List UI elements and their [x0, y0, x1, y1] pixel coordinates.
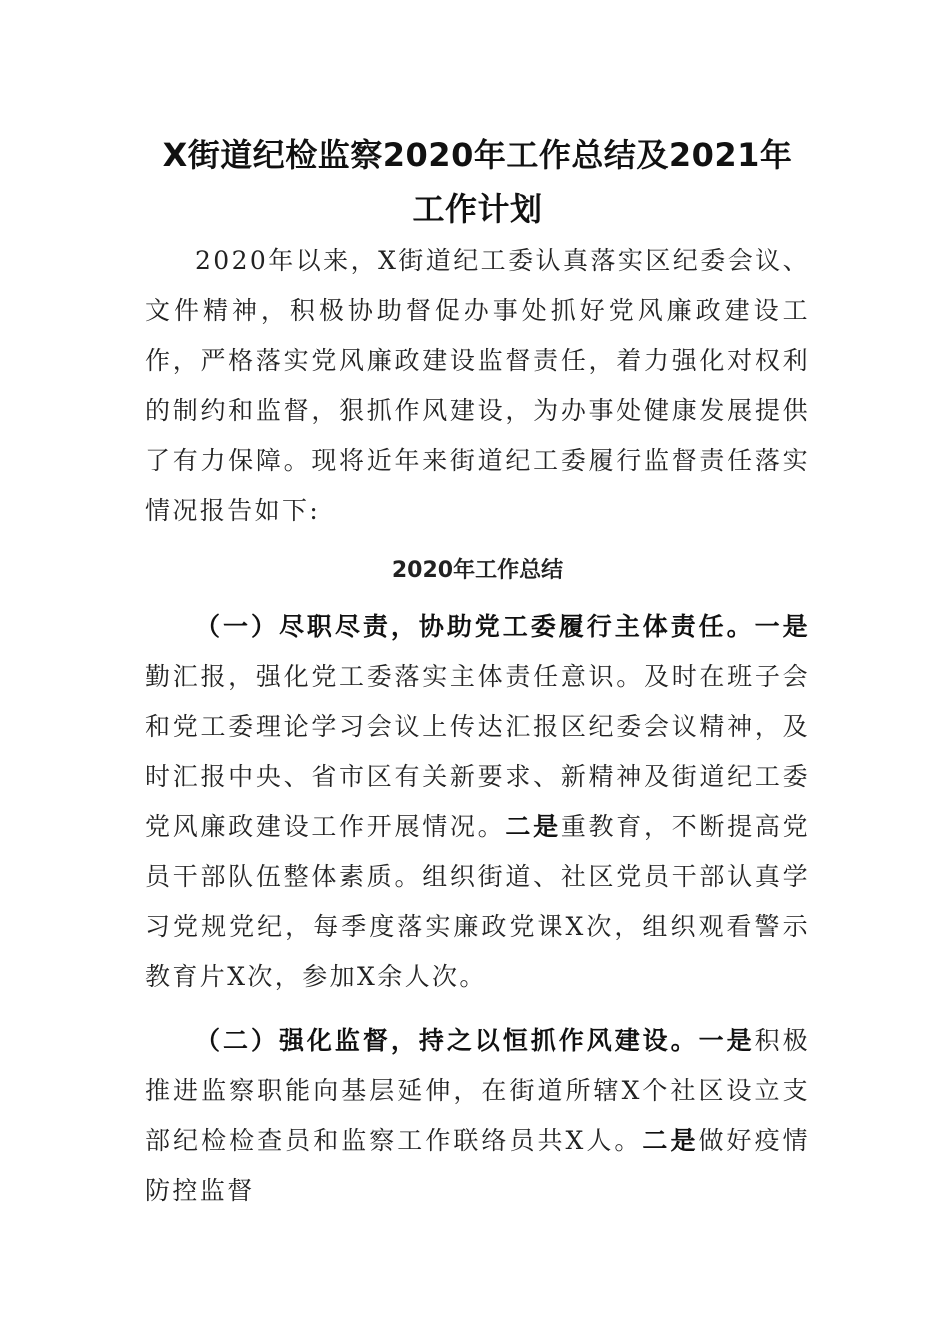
paragraph-1	[145, 602, 810, 1002]
title-line-2: 工作计划	[412, 190, 543, 228]
paragraph-1-text-2: 重教育，不断提高党员干部队伍整体素质。组织街道、社区党员干部认真学习党规党纪，每季度落实廉政党课X次，组织观看警示教育片X次，参加X余人次。	[145, 812, 810, 991]
paragraph-2-keyword-1: 一是	[698, 1026, 755, 1055]
intro-paragraph: 2020年以来，X街道纪工委认真落实区纪委会议、文件精神，积极协助督促办事处抓好党风廉政建设工作，严格落实党风廉政建设监督责任，着力强化对权利的制约和监督，狠抓作风建设，为办事处健康发展提供了有力保障。现将近年来街道纪工委履行监督责任落实情况报告如下:	[145, 246, 810, 525]
paragraph-1-text-1: 勤汇报，强化党工委落实主体责任意识。及时在班子会和党工委理论学习会议上传达汇报区纪委会议精神，及时汇报中央、省市区有关新要求、新精神及街道纪工委党风廉政建设工作开展情况。	[145, 662, 810, 841]
document-page	[145, 0, 810, 1216]
paragraph-2	[145, 1016, 810, 1216]
document-title	[145, 128, 810, 236]
section-title: 2020年工作总结	[391, 558, 564, 583]
title-line-1: X街道纪检监察2020年工作总结及2021年	[162, 136, 793, 174]
paragraph-2-text-1: 积极推进监察职能向基层延伸，在街道所辖X个社区设立支部纪检检查员和监察工作联络员共X人。	[145, 1026, 810, 1155]
paragraph-1-keyword-1: 一是	[754, 612, 810, 641]
paragraph-2-keyword-2: 二是	[642, 1126, 699, 1155]
paragraph-2-text-2: 做好疫情防控监督	[145, 1126, 811, 1205]
paragraph-1-heading: （一）尽职尽责，协助党工委履行主体责任。	[195, 612, 755, 641]
paragraph-1-keyword-2: 二是	[505, 812, 561, 841]
paragraph-2-heading: （二）强化监督，持之以恒抓作风建设。	[195, 1026, 699, 1055]
